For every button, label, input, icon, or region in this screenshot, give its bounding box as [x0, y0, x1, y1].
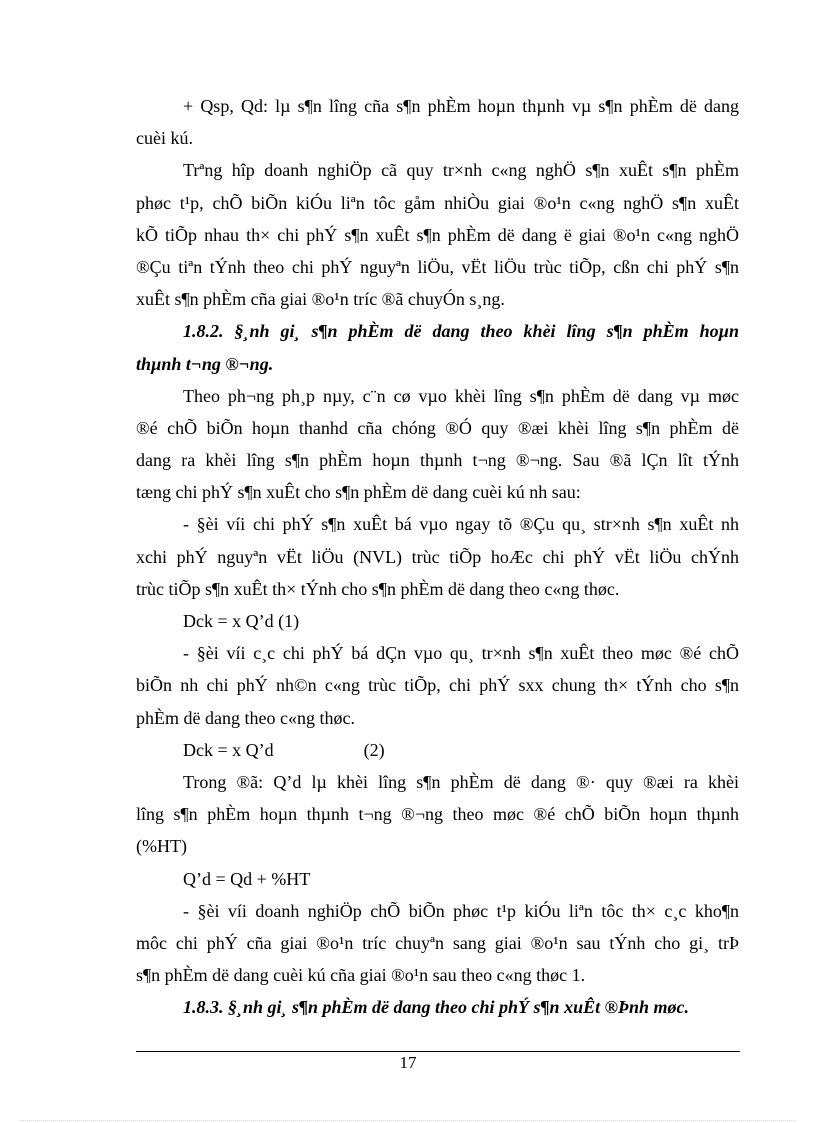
paragraph-line: Theo ph¬ng ph¸p nµy, c¨n cø vµo khèi lîng s¶n phÈm dë dang vµ møc [183, 385, 739, 406]
paragraph-line: ®Çu tiªn tÝnh theo chi phÝ nguyªn liÖu, vËt liÖu trùc tiÕp, cßn chi phÝ s¶n [136, 256, 739, 277]
paragraph-line: - §èi víi doanh nghiÖp chÕ biÕn phøc t¹p kiÓu liªn tôc th× c¸c kho¶n [183, 900, 739, 921]
paragraph-line: kÕ tiÕp nhau th× chi phÝ s¶n xuÊt s¶n phÈm dë dang ë giai ®o¹n c«ng nghÖ [136, 224, 739, 245]
section-heading-1-8-3: 1.8.3. §¸nh gi¸ s¶n phÈm dë dang theo chi phÝ s¶n xuÊt ®Þnh møc. [183, 997, 690, 1018]
paragraph-line: (%HT) [136, 836, 187, 857]
footer-divider [136, 1051, 740, 1052]
paragraph-line: Trªng hîp doanh nghiÖp cã quy tr×nh c«ng nghÖ s¶n xuÊt s¶n phÈm [183, 160, 739, 181]
paragraph-line: - §èi víi c¸c chi phÝ bá dÇn vµo qu¸ tr×nh s¶n xuÊt theo møc ®é chÕ [183, 643, 739, 664]
paragraph-line: trùc tiÕp s¶n xuÊt th× tÝnh cho s¶n phÈm dë dang theo c«ng thøc. [136, 578, 620, 599]
paragraph-line: s¶n phÈm dë dang cuèi kú cña giai ®o¹n sau theo c«ng thøc 1. [136, 965, 586, 986]
paragraph-line: phÈm dë dang theo c«ng thøc. [136, 707, 355, 728]
page-number: 17 [399, 1053, 417, 1072]
paragraph-line: xuÊt s¶n phÈm cña giai ®o¹n tríc ®ã chuyÓn s¸ng. [136, 289, 505, 310]
paragraph-line: + Qsp, Qd: lµ s¶n lîng cña s¶n phÈm hoµn thµnh vµ s¶n phÈm dë dang [183, 96, 739, 116]
paragraph-line: ®é chÕ biÕn hoµn thanhd cña chóng ®Ó quy ®æi khèi lîng s¶n phÈm dë [136, 417, 739, 438]
formula-2 [136, 734, 739, 766]
page-bottom-border [20, 1120, 796, 1121]
paragraph-line: - §èi víi chi phÝ s¶n xuÊt bá vµo ngay tõ ®Çu qu¸ str×nh s¶n xuÊt nh [183, 514, 739, 535]
paragraph-line: dang ra khèi lîng s¶n phÈm hoµn thµnh t¬ng ®¬ng. Sau ®ã lÇn lît tÝnh [136, 450, 739, 471]
paragraph-line: cuèi kú. [136, 128, 193, 149]
section-heading-1-8-2-cont: thµnh t¬ng ®¬ng. [136, 353, 274, 374]
paragraph-line: biÕn nh chi phÝ nh©n c«ng trùc tiÕp, chi phÝ sxx chung th× tÝnh cho s¶n [136, 675, 739, 696]
paragraph-line: tæng chi phÝ s¶n xuÊt cho s¶n phÈm dë dang cuèi kú nh sau: [136, 482, 581, 503]
body-text [136, 90, 739, 1023]
formula-1: Dck = x Q’d (1) [183, 611, 300, 631]
paragraph-line: lîng s¶n phÈm hoµn thµnh t¬ng ®¬ng theo møc ®é chÕ biÕn hoµn thµnh [136, 804, 739, 825]
paragraph-line: Trong ®ã: Q’d lµ khèi lîng s¶n phÈm dë dang ®· quy ®æi ra khèi [183, 771, 739, 792]
formula-2-number: (2) [363, 739, 385, 760]
section-heading-1-8-2: 1.8.2. §¸nh gi¸ s¶n phÈm dë dang theo khèi lîng s¶n phÈm hoµn [183, 321, 739, 342]
paragraph-line: xchi phÝ nguyªn vËt liÖu (NVL) trùc tiÕp hoÆc chi phÝ vËt liÖu chÝnh [136, 546, 739, 567]
paragraph-line: phøc t¹p, chÕ biÕn kiÓu liªn tôc gåm nhiÒu giai ®o¹n c«ng nghÖ s¶n xuÊt [136, 192, 739, 213]
formula-3: Q’d = Qd + %HT [183, 868, 311, 889]
paragraph-line: môc chi phÝ cña giai ®o¹n tríc chuyªn sang giai ®o¹n sau tÝnh cho gi¸ trÞ [136, 932, 739, 953]
formula-2-expression: Dck = x Q’d [183, 739, 274, 760]
